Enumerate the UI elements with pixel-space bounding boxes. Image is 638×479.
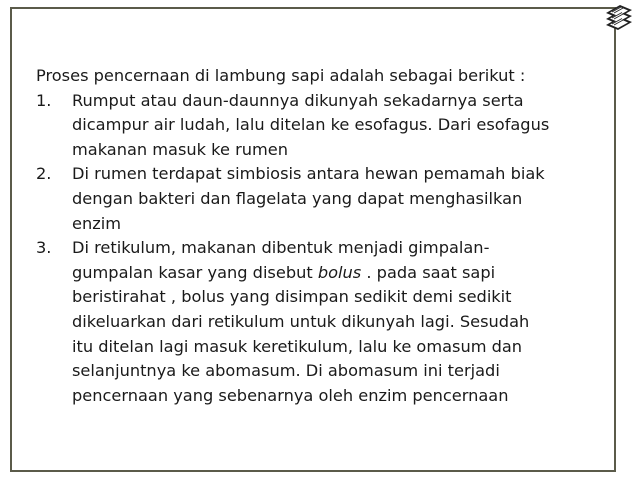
bolus-term: bolus — [317, 262, 362, 282]
step-line: Di retikulum, makanan dibentuk menjadi gimpalan- — [72, 238, 490, 258]
step-line: itu ditelan lagi masuk keretikulum, lalu ke omasum dan — [72, 336, 523, 356]
stacked-books-icon — [602, 3, 634, 35]
step-text — [72, 236, 606, 408]
step-line: dengan bakteri dan flagelata yang dapat menghasilkan — [72, 188, 523, 208]
step-text — [72, 89, 606, 163]
step-line: enzim — [72, 213, 121, 233]
step-line-pre: gumpalan kasar yang disebut — [72, 262, 318, 282]
step-line: dikeluarkan dari retikulum untuk dikunyah lagi. Sesudah — [72, 311, 530, 331]
list-item — [36, 162, 606, 236]
step-line-with-italic — [72, 261, 606, 286]
step-line: pencernaan yang sebenarnya oleh enzim pencernaan — [72, 385, 509, 405]
step-line-post: . pada saat sapi — [361, 262, 496, 282]
step-line: selanjuntnya ke abomasum. Di abomasum ini terjadi — [72, 361, 500, 381]
slide-content — [36, 64, 606, 408]
list-item — [36, 89, 606, 163]
step-line: Rumput atau daun-daunnya dikunyah sekadarnya serta — [72, 90, 524, 110]
list-item — [36, 236, 606, 408]
step-number: 2. — [36, 164, 52, 184]
step-line: beristirahat , bolus yang disimpan sedikit demi sedikit — [72, 287, 512, 307]
steps-list — [36, 89, 606, 409]
step-line: makanan masuk ke rumen — [72, 139, 288, 159]
step-number: 3. — [36, 238, 52, 258]
step-text — [72, 162, 606, 236]
step-line: Di rumen terdapat simbiosis antara hewan pemamah biak — [72, 164, 545, 184]
step-line: dicampur air ludah, lalu ditelan ke esofagus. Dari esofagus — [72, 115, 550, 135]
step-number: 1. — [36, 90, 52, 110]
intro-text: Proses pencernaan di lambung sapi adalah sebagai berikut : — [36, 66, 526, 85]
